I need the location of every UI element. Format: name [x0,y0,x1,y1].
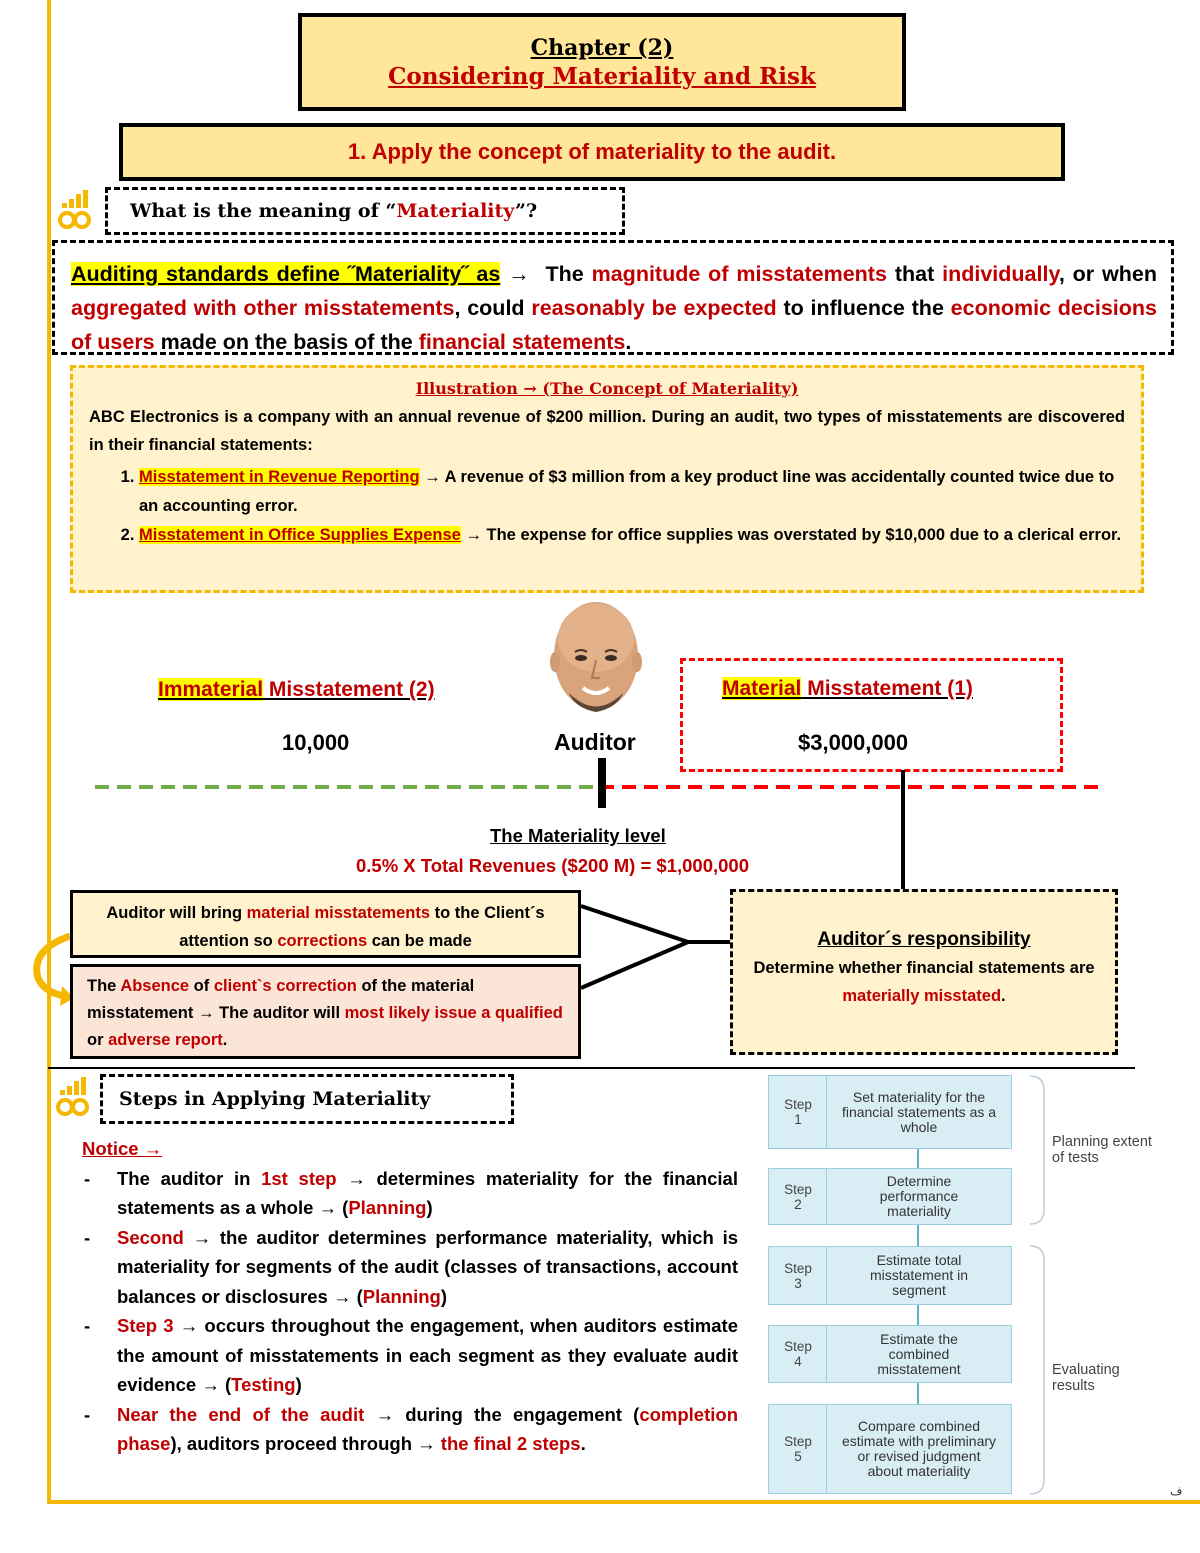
page-mark: ف [1170,1484,1183,1498]
materiality-level-title: The Materiality level [490,825,666,846]
immaterial-highlight: Immaterial [158,678,264,701]
list-item [82,1400,738,1459]
note-highlight: Step 3 [117,1315,174,1336]
note-highlight: 1st step [261,1167,337,1189]
section-heading-text: 1. Apply the concept of materiality to the audit. [347,139,837,164]
box2-highlight: most likely issue a qualified [344,1004,563,1022]
steps-heading-box [100,1074,514,1124]
immaterial-value: 10,000 [282,730,350,755]
note-highlight: Planning [362,1285,441,1307]
definition-text: , could [454,296,525,320]
item-label: Misstatement in Revenue Reporting [139,468,420,486]
definition-highlight: individually [942,262,1059,286]
note-text: ) [440,1285,448,1307]
immaterial-label-text: Misstatement (2) [263,678,435,701]
flow-step-label: Step 2 [784,1181,812,1212]
chapter-label: Chapter (2) [530,35,674,61]
auditor-label: Auditor [554,729,636,755]
box2-text: of the material misstatement → The auditor will [87,977,475,1022]
definition-text: that [894,262,935,286]
flow-step-label: Step 5 [784,1434,812,1464]
chapter-title: Considering Materiality and Risk [388,63,816,90]
list-item [82,1164,738,1223]
note-text: . [580,1433,586,1454]
flow-step-desc: Estimate the combined misstatement [877,1330,961,1377]
flow-step-3-label [768,1246,828,1305]
flow-step-desc: Estimate total misstatement in segment [869,1252,969,1298]
question-term: Materiality [396,200,516,222]
auditor-correction-box [70,890,581,958]
material-value: $3,000,000 [798,730,909,755]
flow-step-4-desc [826,1325,1012,1383]
resp-text: . [1001,987,1006,1005]
note-text: → during the engagement ( [364,1403,640,1425]
flow-step-5-label [768,1404,828,1494]
box2-highlight: client`s correction [213,977,357,995]
definition-highlight: economic decisions of users [71,296,1157,354]
flow-step-2-label [768,1168,828,1225]
box2-text: or [87,1031,109,1049]
definition-text: , or when [1058,262,1157,286]
note-text: → the auditor determines performance materiality, which is materiality for segments of the audit (classes of transactions, account balances or disclosures → ( [117,1226,738,1307]
flow-step-1-desc [826,1075,1012,1149]
note-text: ) [426,1197,433,1218]
responsibility-title: Auditor´s responsibility [817,929,1031,950]
note-highlight: completion phase [117,1403,738,1454]
note-text: → determines materiality for the financial statements as a whole → ( [117,1167,738,1218]
definition-highlight: financial statements [418,330,626,354]
box1-text: to the Client´s attention so [179,904,545,950]
list-item [82,1311,738,1400]
notice-label: Notice → [82,1138,163,1159]
question-prefix: What is the meaning of “ [130,200,397,222]
box2-text: . [222,1031,228,1049]
flow-step-4-label [768,1325,828,1383]
box2-highlight: Absence [120,977,190,995]
definition-text: made on the basis of the [160,330,413,354]
note-highlight: the final 2 steps [440,1433,581,1454]
flow-step-1-label [768,1075,828,1149]
note-highlight: Planning [348,1197,427,1218]
curved-arrow-icon [26,930,76,1010]
flow-step-desc: Compare combined estimate with preliminary or revised judgment about materiality [841,1418,997,1479]
definition-highlight: reasonably be expected [531,296,777,320]
material-label-text: Misstatement (1) [801,677,973,700]
steps-heading: Steps in Applying Materiality [119,1088,431,1110]
arrow-icon: → [508,262,530,286]
flow-step-2-desc [826,1168,1012,1225]
materiality-level-formula: 0.5% X Total Revenues ($200 M) = $1,000,000 [356,855,749,876]
evaluating-group-label: Evaluating results [1052,1362,1120,1394]
definition-text: to influence the [783,296,944,320]
flow-step-desc: Determine performance materiality [879,1173,959,1219]
box1-highlight: material misstatements [246,904,431,922]
question-suffix: ”? [515,200,538,222]
box1-highlight: corrections [277,932,368,950]
box2-text: of [189,977,214,995]
definition-highlight: magnitude of misstatements [591,262,887,286]
illustration-intro: ABC Electronics is a company with an annual revenue of $200 million. During an audit, two types of misstatements are discovered in their financial statements: [89,408,1125,454]
auditor-responsibility-box [730,889,1118,1055]
note-highlight: Near the end of the audit [117,1403,365,1425]
box1-text: can be made [367,932,472,950]
resp-highlight: materially misstated [842,987,1002,1005]
flow-step-3-desc [826,1246,1012,1305]
item-label: Misstatement in Office Supplies Expense [139,526,461,544]
flow-step-label: Step 1 [784,1097,812,1127]
definition-highlight: aggregated with other misstatements [71,296,455,320]
list-item [82,1223,738,1312]
no-correction-box [70,964,581,1059]
note-text: The auditor in [117,1167,262,1189]
box2-text: The [87,977,121,995]
definition-lead: Auditing standards define ˝Materiality˝ as [71,262,501,286]
resp-text: Determine whether financial statements are [753,959,1095,977]
planning-group-label: Planning extent of tests [1052,1134,1152,1166]
definition-text: . [625,330,632,354]
steps-bullet-list [82,1164,738,1459]
steps-notes [82,1134,738,1459]
note-highlight: Testing [231,1374,296,1395]
flow-step-label: Step 4 [784,1339,812,1369]
gold-chart-icon [54,1075,96,1117]
note-highlight: Second [117,1226,184,1248]
flow-step-label: Step 3 [784,1260,812,1291]
responsibility-text [733,954,1115,1010]
page-border-bottom [47,1500,1200,1504]
flow-step-5-desc [826,1404,1012,1494]
item-text: → The expense for office supplies was overstated by $10,000 due to a clerical error. [465,526,1122,544]
flow-step-desc: Set materiality for the financial statements as a whole [841,1088,997,1135]
note-text: ), auditors proceed through → [170,1433,441,1454]
note-text: ) [295,1374,302,1395]
box2-highlight: adverse report [108,1031,223,1049]
illustration-title: Illustration → (The Concept of Materiality) [415,379,799,398]
box1-text: Auditor will bring [106,904,247,922]
item-text: → A revenue of $3 million from a key product line was accidentally counted twice due to an accounting error. [139,468,1115,515]
definition-text: The [545,262,584,286]
note-text: → occurs throughout the engagement, when auditors estimate the amount of misstatements in each segment as they evaluate audit evidence → ( [117,1315,738,1395]
material-highlight: Material [722,677,802,700]
